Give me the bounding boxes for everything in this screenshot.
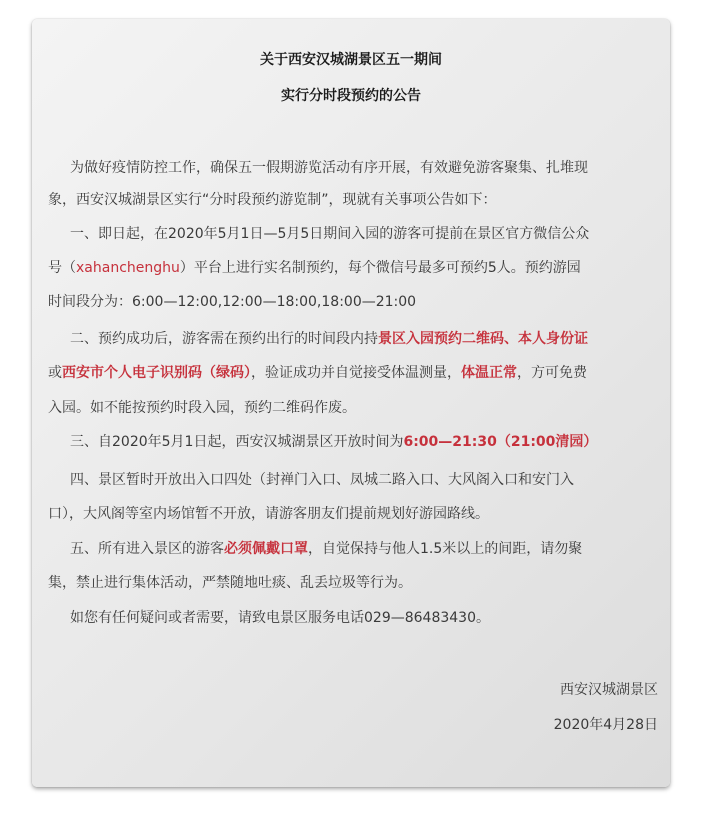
wechat-account-link[interactable]: xahanchenghu [76,260,180,276]
item2-line-2-middle: ，验证成功并自觉接受体温测量， [251,365,461,381]
notice-title-line-2: 实行分时段预约的公告 [281,88,421,104]
item4-line-2: 口），大风阁等室内场馆暂不开放，请游客朋友们提前规划好游园路线。 [48,506,489,522]
item2-line-2 [48,364,656,382]
notice-card [32,19,670,787]
qr-code-highlight: 景区入园预约二维码 [378,331,504,347]
item5-text-suffix: ，自觉保持与他人1.5米以上的间距，请勿聚 [308,541,583,557]
item2-line-1-text: 二、预约成功后，游客需在预约出行的时间段内持 [70,331,378,347]
intro-line-1: 为做好疫情防控工作，确保五一假期游览活动有序开展，有效避免游客聚集、扎堆现 [70,160,588,176]
item5-line-2: 集，禁止进行集体活动，严禁随地吐痰、乱丢垃圾等行为。 [48,575,412,591]
item2-separator: 、 [504,331,518,347]
item3-text: 三、自2020年5月1日起，西安汉城湖景区开放时间为 [70,434,404,450]
notice-date: 2020年4月28日 [553,717,658,733]
item5-text: 五、所有进入景区的游客 [70,541,224,557]
item1-line-2-suffix: ）平台上进行实名制预约，每个微信号最多可预约5人。预约游园 [179,260,581,276]
item1-line-2 [48,259,656,277]
id-card-highlight: 本人身份证 [518,331,588,347]
mask-required-highlight: 必须佩戴口罩 [224,541,308,557]
item1-line-1: 一、即日起，在2020年5月1日—5月5日期间入园的游客可提前在景区官方微信公众 [70,226,590,242]
item2-line-3: 入园。如不能按预约时段入园，预约二维码作废。 [48,400,356,416]
item2-line-1 [70,330,678,348]
signature: 西安汉城湖景区 [560,682,658,698]
temperature-highlight: 体温正常 [461,365,517,381]
opening-hours-highlight: 6:00—21:30（21:00清园） [403,434,598,450]
item5-line-1 [70,540,678,558]
item3-line-1 [70,433,678,451]
item2-line-2-prefix: 或 [48,365,62,381]
item1-line-2-prefix: 号（ [48,260,76,276]
intro-line-2: 象，西安汉城湖景区实行“分时段预约游览制”，现就有关事项公告如下： [48,192,497,208]
item1-line-3: 时间段分为：6:00—12:00,12:00—18:00,18:00—21:00 [48,294,417,310]
item4-line-1: 四、景区暂时开放出入口四处（封禅门入口、凤城二路入口、大风阁入口和安门入 [70,472,574,488]
green-code-highlight: 西安市个人电子识别码（绿码） [62,365,251,381]
contact-line: 如您有任何疑问或者需要，请致电景区服务电话029—86483430。 [70,610,490,626]
notice-title-line-1: 关于西安汉城湖景区五一期间 [260,52,442,68]
item2-line-2-suffix: ，方可免费 [517,365,587,381]
